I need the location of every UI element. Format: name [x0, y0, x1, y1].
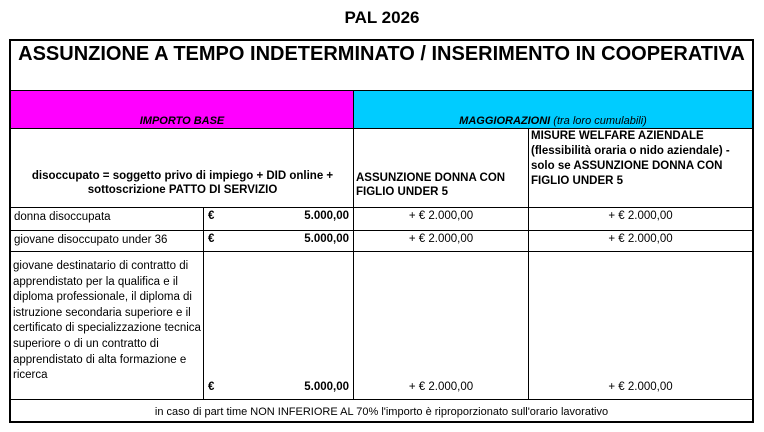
- band-maggiorazioni-note: (tra loro cumulabili): [553, 115, 647, 127]
- footer-note: in caso di part time NON INFERIORE AL 70% l'importo è riproporzionato sull'orario lavorativo: [154, 406, 609, 418]
- col-header-base: disoccupato = soggetto privo di impiego + DID online + sottoscrizione PATTO DI SERVIZIO: [31, 170, 334, 196]
- donna-increment: + € 2.000,00: [408, 210, 474, 222]
- base-amount: 5.000,00: [304, 381, 349, 393]
- page-title: PAL 2026: [344, 8, 420, 27]
- grid-line: [11, 251, 752, 252]
- row-label: giovane destinatario di contratto di apprendistato per la qualifica e il diploma professionale, il diploma di istruzione secondaria superiore e il certificato di specializzazione tecnica superiore o di un contratto di apprendistato di alta formazione e ricerca: [13, 260, 201, 382]
- band-importo-base: [11, 91, 354, 129]
- currency-symbol: €: [208, 210, 215, 222]
- band-maggiorazioni: [354, 91, 752, 129]
- grid-line: [353, 129, 354, 399]
- band-importo-base-label: IMPORTO BASE: [139, 115, 225, 127]
- col-header-donna: ASSUNZIONE DONNA CON FIGLIO UNDER 5: [356, 172, 506, 198]
- grid-line: [11, 207, 752, 208]
- grid-line: [11, 230, 752, 231]
- band-maggiorazioni-label: MAGGIORAZIONI: [459, 115, 551, 127]
- currency-symbol: €: [208, 381, 215, 393]
- currency-symbol: €: [208, 233, 215, 245]
- welfare-increment: + € 2.000,00: [608, 210, 673, 222]
- pal-table: [9, 39, 754, 423]
- donna-increment: + € 2.000,00: [408, 233, 474, 245]
- table-title: ASSUNZIONE A TEMPO INDETERMINATO / INSERIMENTO IN COOPERATIVA: [11, 41, 752, 91]
- donna-increment: + € 2.000,00: [408, 381, 474, 393]
- welfare-increment: + € 2.000,00: [608, 233, 673, 245]
- grid-line: [528, 129, 529, 399]
- row-label: giovane disoccupato under 36: [14, 234, 168, 246]
- band-maggiorazioni-label-wrap: [354, 115, 752, 127]
- grid-line: [203, 207, 204, 399]
- base-amount: 5.000,00: [304, 233, 349, 245]
- grid-line: [11, 399, 752, 400]
- welfare-increment: + € 2.000,00: [608, 381, 673, 393]
- row-label: donna disoccupata: [14, 211, 111, 223]
- base-amount: 5.000,00: [304, 210, 349, 222]
- col-header-welfare: MISURE WELFARE AZIENDALE (flessibilità oraria o nido aziendale) - solo se ASSUNZIONE DONNA CON FIGLIO UNDER 5: [531, 130, 730, 187]
